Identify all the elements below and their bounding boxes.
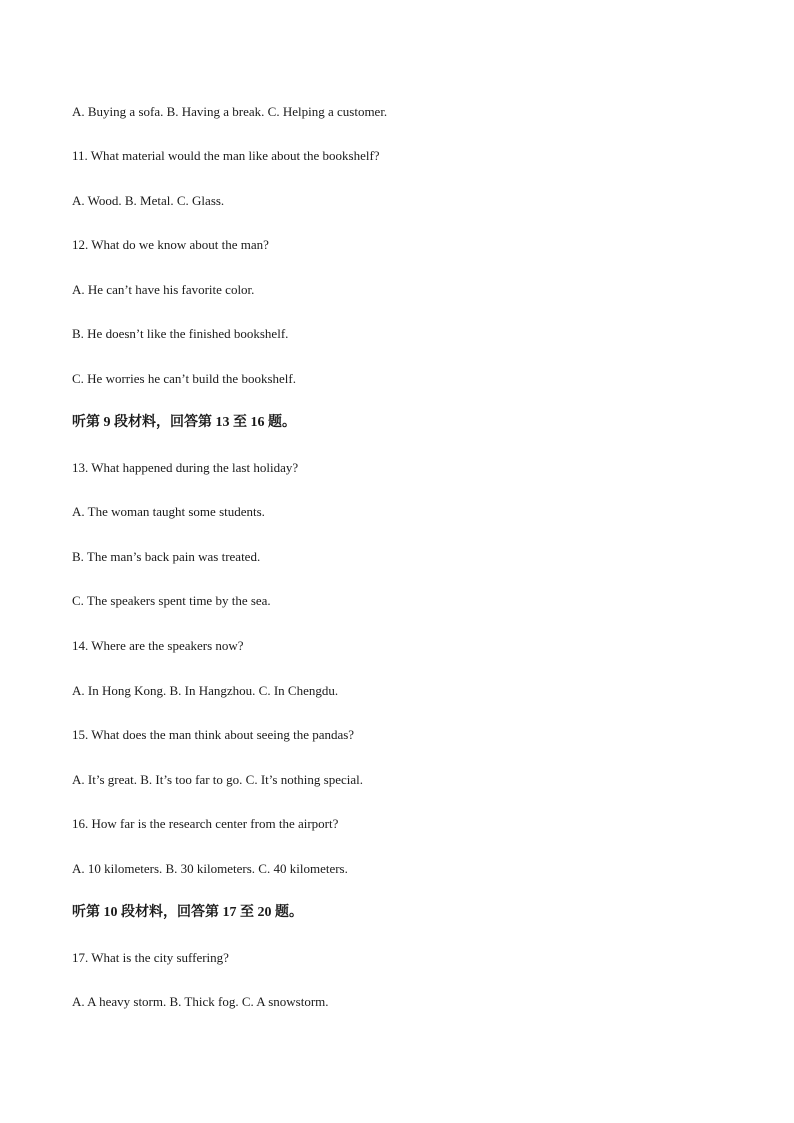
answer-options-14: A. In Hong Kong. B. In Hangzhou. C. In Chengdu. — [72, 683, 339, 698]
question-12: 12. What do we know about the man? — [72, 237, 269, 252]
question-14: 14. Where are the speakers now? — [72, 638, 244, 653]
answer-options-16: A. 10 kilometers. B. 30 kilometers. C. 40 kilometers. — [72, 861, 348, 876]
answer-options-11: A. Wood. B. Metal. C. Glass. — [72, 193, 225, 208]
question-11: 11. What material would the man like about the bookshelf? — [72, 148, 380, 163]
question-13: 13. What happened during the last holiday? — [72, 460, 299, 475]
section-heading-10: 听第 10 段材料，回答第 17 至 20 题。 — [72, 905, 303, 920]
answer-option-12a: A. He can’t have his favorite color. — [72, 282, 255, 297]
question-16: 16. How far is the research center from the airport? — [72, 816, 339, 831]
answer-option-13b: B. The man’s back pain was treated. — [72, 549, 261, 564]
answer-options-15: A. It’s great. B. It’s too far to go. C. It’s nothing special. — [72, 772, 364, 787]
answer-options-17: A. A heavy storm. B. Thick fog. C. A snowstorm. — [72, 994, 329, 1009]
question-17: 17. What is the city suffering? — [72, 950, 229, 965]
answer-option-13a: A. The woman taught some students. — [72, 504, 265, 519]
answer-option-12c: C. He worries he can’t build the bookshelf. — [72, 371, 296, 386]
section-heading-9: 听第 9 段材料，回答第 13 至 16 题。 — [72, 415, 296, 430]
answer-option-12b: B. He doesn’t like the finished bookshelf. — [72, 326, 289, 341]
answer-options-10: A. Buying a sofa. B. Having a break. C. Helping a customer. — [72, 104, 388, 119]
question-15: 15. What does the man think about seeing the pandas? — [72, 727, 355, 742]
answer-option-13c: C. The speakers spent time by the sea. — [72, 593, 271, 608]
